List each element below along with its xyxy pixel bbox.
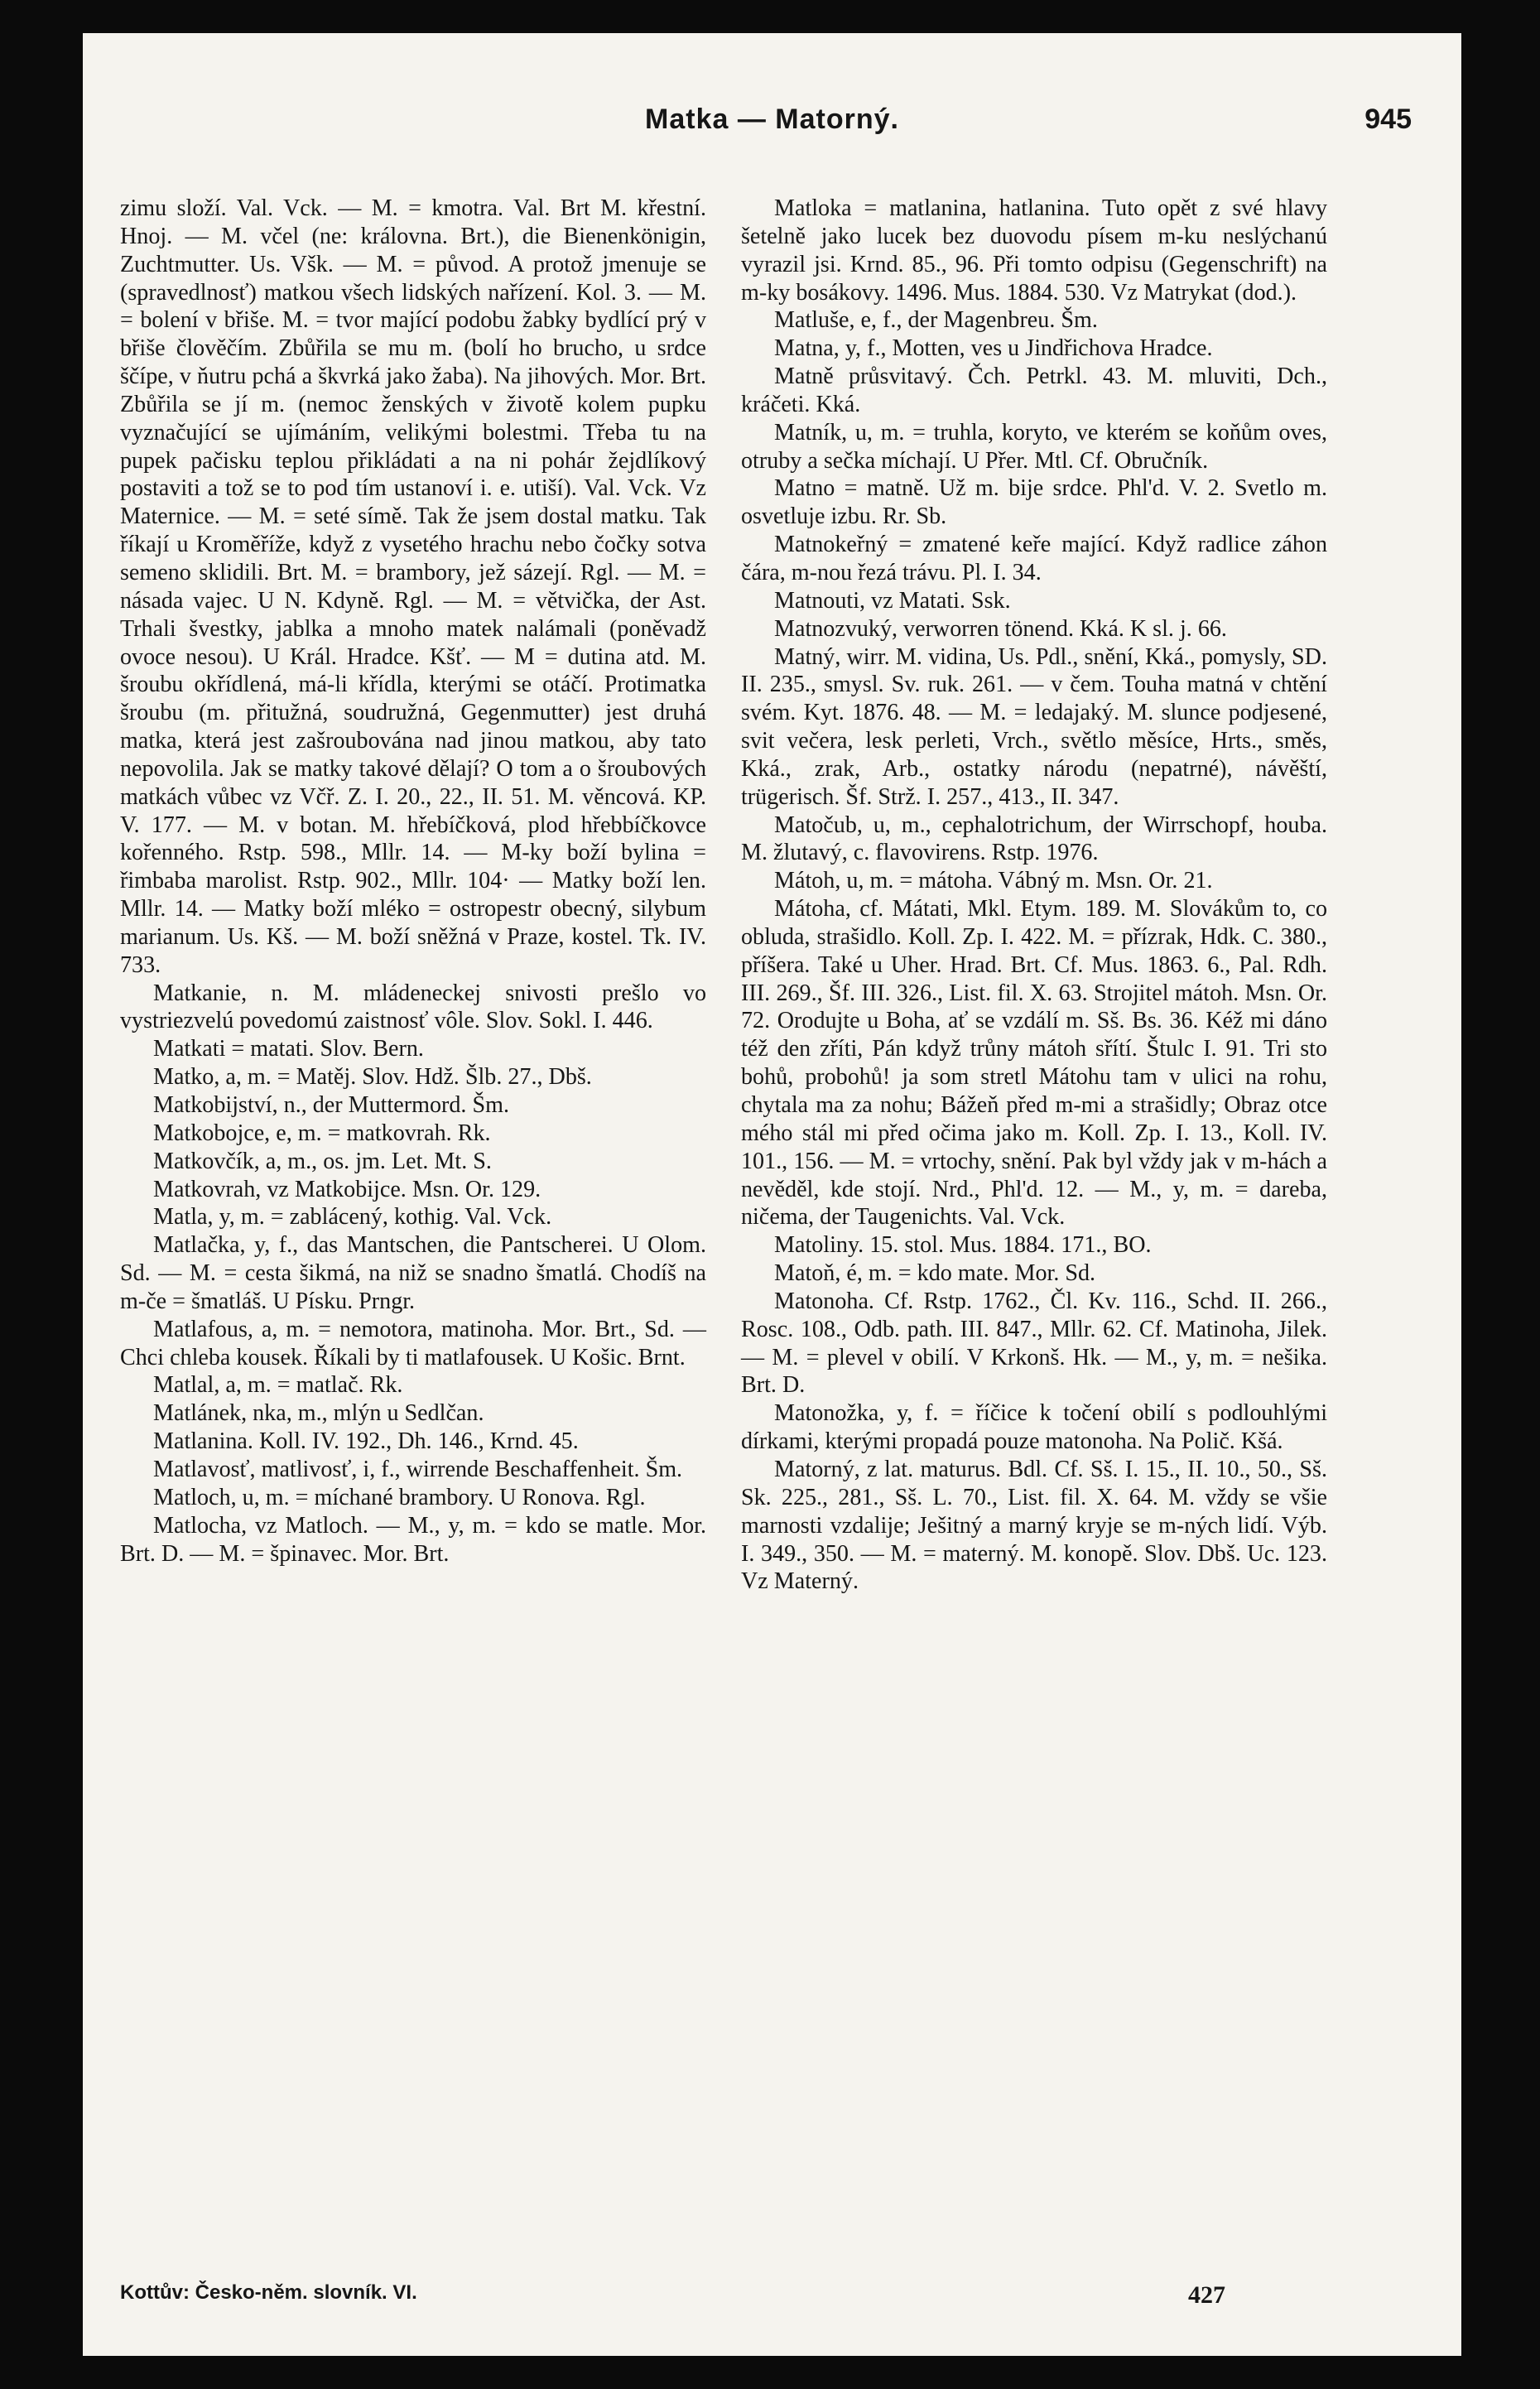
entry-matlacka: Matlačka, y, f., das Mantschen, die Pantscherei. U Olom. Sd. — M. = cesta šikmá, na niž se snadno šmatlá. Chodíš na m-če = šmatláš. U Písku. Prngr.: [120, 1232, 706, 1314]
entry-matlavost: Matlavosť, matlivosť, i, f., wirrende Beschaffenheit. Šm.: [153, 1456, 683, 1482]
entry-matluse: Matluše, e, f., der Magenbreu. Šm.: [774, 307, 1098, 334]
entry-matkobijstvi: Matkobijství, n., der Muttermord. Šm.: [153, 1092, 509, 1118]
entry-matorny: Matorný, z lat. maturus. Bdl. Cf. Sš. I. 15., II. 10., 50., Sš. Sk. 225., 281., Sš. L. 70., List. fil. X. 64. M. vždy se všie marnosti vzdalije; Ješitný a marný kryje se m-ných lidí. Výb. I. 349., 350. — M. = materný. M. konopě. Slov. Dbš. Uc. 123. Vz Materný.: [741, 1456, 1327, 1595]
entry-matonozka: Matonožka, y, f. = říčice k točení obilí s podlouhlými dírkami, kterými propadá pouze matonoha. Na Polič. Kšá.: [741, 1400, 1327, 1455]
running-head: Matka — Matorný.: [645, 104, 899, 135]
entry-matoha: Mátoha, cf. Mátati, Mkl. Etym. 189. M. Slovákům to, co obluda, strašidlo. Koll. Zp. I. 422. M. = přízrak, Hdk. C. 380., příšera. Také u Uher. Hrad. Brt. Cf. Mus. 1863. 6., Pal. Rdh. III. 269., Šf. III. 326., List. fil. X. 63. Strojitel mátoh. Msn. Or. 72. Orodujte u Boha, ať se vzdálí m. Sš. Bs. 36. Kéž mi dáno též den zříti, Pán když trůny mátoh sřítí. Štulc I. 91. Tri sto bohů, probohů! ja som stretl Mátohu tam v ulici na rohu, chytala ma za nohu; Bážeň před m-mi a strašidly; Obraz otce mého stál mi před očima jako m. Koll. Zp. I. 13., Koll. IV. 101., 156. — M. = vrtochy, snění. Pak byl vždy jak v m-hách a nevěděl, kde stojí. Nrd., Phl'd. 12. — M., y, m. = dareba, ničema, der Taugenichts. Val. Vck.: [741, 896, 1327, 1231]
entry-matoh: Mátoh, u, m. = mátoha. Vábný m. Msn. Or. 21.: [774, 868, 1213, 894]
entry-matno: Matno = matně. Už m. bije srdce. Phl'd. V. 2. Svetlo m. osvetluje izbu. Rr. Sb.: [741, 475, 1327, 530]
entry-continuation: zimu složí. Val. Vck. — M. = kmotra. Val. Brt M. křestní. Hnoj. — M. včel (ne: královna. Brt.), die Bienenkönigin, Zuchtmutter. Us. Všk. — M. = původ. A protož jmenuje se (spravedlnosť) matkou všech lidských nařízení. Kol. 3. — M. = bolení v břiše. M. = tvor mající podobu žabky bydlící prý v břiše člověčím. Zbůřila se mu m. (bolí ho brucho, u srdce ščípe, v ňutru pchá a škvrká jako žaba). Na jihových. Mor. Brt. Zbůřila se jí m. (nemoc ženských v životě kolem pupku vyznačující se ujímáním, velikými bolestmi. Třeba tu na pupek pačisku teplou přikládati a na ni pohár žejdlíkový postaviti a tož se to pod tím ustanoví i. e. utiší). Val. Vck. Vz Maternice. — M. = seté símě. Tak že jsem dostal matku. Tak říkají u Kroměříže, když z vysetého hrachu nebo čočky sotva semeno sklidili. Brt. M. = brambory, jež sázejí. Rgl. — M. = násada vajec. U N. Kdyně. Rgl. — M. = větvička, der Ast. Trhali švestky, jablka a mnoho matek nalámali (poněvadž ovoce nesou). U Král. Hradce. Kšť. — M = dutina atd. M. šroubu okřídlená, má-li křídla, kterými se otáčí. Protimatka šroubu (m. přitužná, soudružná, Gegenmutter) jest druhá matka, která jest zašroubována nad jinou matkou, aby tato nepovolila. Jak se matky takové dělají? O tom a o šroubových matkách vůbec vz Včř. Z. I. 20., 22., II. 51. M. věncová. KP. V. 177. — M. v botan. M. hřebíčková, plod hřebbíčkovce kořenného. Rstp. 598., Mllr. 14. — M-ky boží bylina = řimbaba marolist. Rstp. 902., Mllr. 104· — Matky boží len. Mllr. 14. — Matky boží mléko = ostropestr obecný, silybum marianum. Us. Kš. — M. boží sněžná v Praze, kostel. Tk. IV. 733.: [120, 195, 706, 978]
entry-matloch: Matloch, u, m. = míchané brambory. U Ronova. Rgl.: [153, 1484, 646, 1510]
entry-matkovcik: Matkovčík, a, m., os. jm. Let. Mt. S.: [153, 1148, 492, 1174]
entry-matnozvuky: Matnozvuký, verworren tönend. Kká. K sl. j. 66.: [774, 615, 1227, 642]
entry-matne: Matně průsvitavý. Čch. Petrkl. 43. M. mluviti, Dch., kráčeti. Kká.: [741, 364, 1327, 417]
footer-source: Kottův: Česko-něm. slovník. VI.: [120, 2281, 417, 2304]
entry-matnouti: Matnouti, vz Matati. Ssk.: [774, 587, 1011, 614]
footer-sheet-number: 427: [1188, 2281, 1225, 2309]
right-column: [741, 195, 1327, 1596]
entry-matna: Matna, y, f., Motten, ves u Jindřichova Hradce.: [774, 335, 1213, 362]
page-number: 945: [1364, 104, 1412, 135]
entry-matonoha: Matonoha. Cf. Rstp. 1762., Čl. Kv. 116., Schd. II. 266., Rosc. 108., Odb. path. III. 847., Mllr. 62. Cf. Matinoha, Jilek. — M. = plevel v obilí. V Krkonš. Hk. — M., y, m. = nešika. Brt. D.: [741, 1288, 1327, 1399]
entry-matlal: Matlal, a, m. = matlač. Rk.: [153, 1372, 403, 1399]
entry-matkovrah: Matkovrah, vz Matkobijce. Msn. Or. 129.: [153, 1176, 541, 1202]
entry-matkobojce: Matkobojce, e, m. = matkovrah. Rk.: [153, 1120, 491, 1146]
entry-matoliny: Matoliny. 15. stol. Mus. 1884. 171., BO.: [774, 1232, 1152, 1259]
entry-matlafous: Matlafous, a, m. = nemotora, matinoha. Mor. Brt., Sd. — Chci chleba kousek. Říkali by ti matlafousek. U Košic. Brnt.: [120, 1316, 706, 1370]
dictionary-page: [83, 33, 1461, 2356]
left-column: [120, 195, 706, 1568]
entry-matlanek: Matlánek, nka, m., mlýn u Sedlčan.: [153, 1400, 484, 1427]
entry-matloka: Matloka = matlanina, hatlanina. Tuto opět z své hlavy šetelně jako lucek bez duovodu písem m-ku neslýchanú vyrazil jsi. Krnd. 85., 96. Při tomto odpisu (Gegenschrift) na m-ky bosákovy. 1496. Mus. 1884. 530. Vz Matrykat (dod.).: [741, 195, 1327, 306]
page-footer: [120, 2281, 1412, 2314]
entry-matnokerny: Matnokeřný = zmatené keře mající. Když radlice záhon čára, m-nou řezá trávu. Pl. I. 34.: [741, 532, 1327, 585]
entry-matkati: Matkati = matati. Slov. Bern.: [153, 1036, 424, 1062]
page-header: [83, 104, 1461, 161]
entry-matocub: Matočub, u, m., cephalotrichum, der Wirrschopf, houba. M. žlutavý, c. flavovirens. Rstp. 1976.: [741, 812, 1327, 866]
entry-maton: Matoň, é, m. = kdo mate. Mor. Sd.: [774, 1260, 1096, 1287]
entry-matla: Matla, y, m. = zablácený, kothig. Val. Vck.: [153, 1204, 552, 1231]
entry-matnik: Matník, u, m. = truhla, koryto, ve kterém se koňům oves, otruby a sečka míchají. U Přer. Mtl. Cf. Obručník.: [741, 419, 1327, 474]
entry-matny: Matný, wirr. M. vidina, Us. Pdl., snění, Kká., pomysly, SD. II. 235., smysl. Sv. ruk. 261. — v čem. Touha matná v chtění svém. Kyt. 1876. 48. — M. = ledajaký. M. slunce podjesené, svit večera, lesk perleti, Vrch., světlo měsíce, Hrts., směs, Kká., zrak, Arb., ostatky národu (nepatrné), návěští, trügerisch. Šf. Strž. I. 257., 413., II. 347.: [741, 643, 1327, 810]
entry-matkanie: Matkanie, n. M. mládeneckej snivosti prešlo vo vystriezvelú povedomú zaistnosť vôle. Slov. Sokl. I. 446.: [120, 980, 706, 1034]
entry-matlocha: Matlocha, vz Matloch. — M., y, m. = kdo se matle. Mor. Brt. D. — M. = špinavec. Mor. Brt.: [120, 1512, 706, 1567]
entry-matko: Matko, a, m. = Matěj. Slov. Hdž. Šlb. 27., Dbš.: [153, 1064, 592, 1091]
entry-matlanina: Matlanina. Koll. IV. 192., Dh. 146., Krnd. 45.: [153, 1428, 579, 1455]
